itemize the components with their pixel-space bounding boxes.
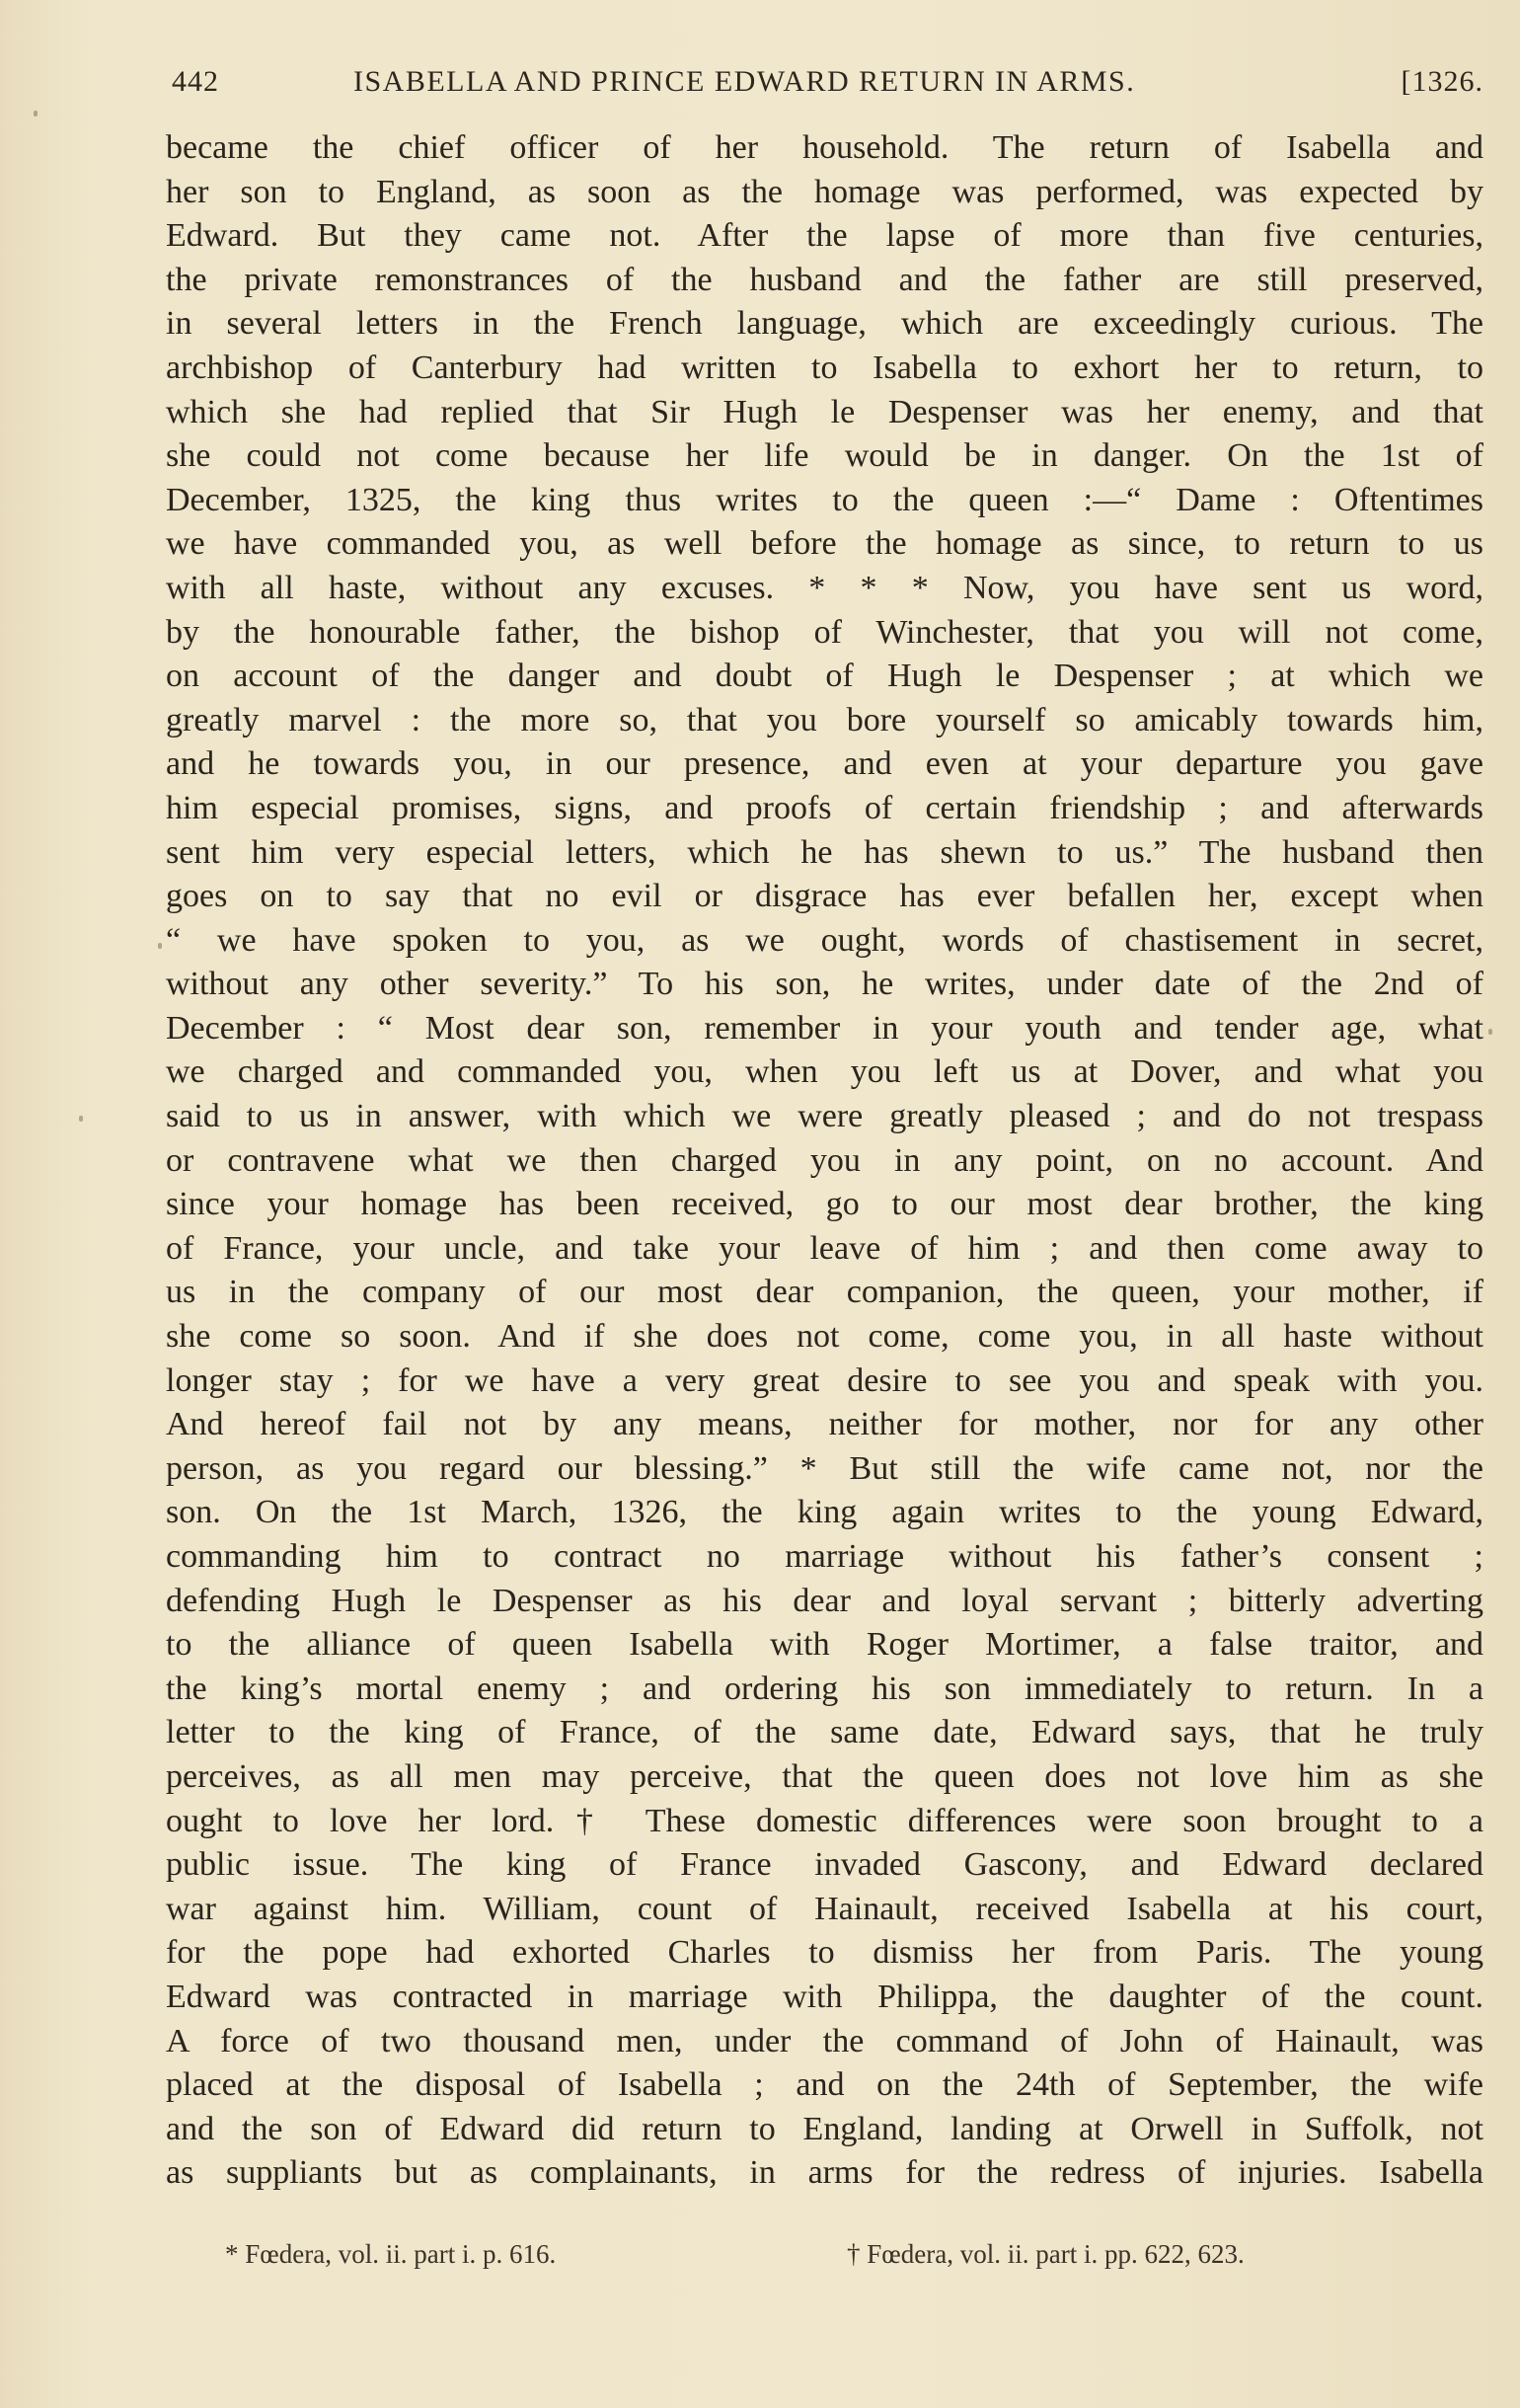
text-line: in several letters in the French language, which are exceedingly curious. The: [166, 305, 1483, 343]
page-number: 442: [172, 65, 219, 98]
text-line: greatly marvel : the more so, that you bore yourself so amicably towards him,: [166, 701, 1483, 738]
text-line: goes on to say that no evil or disgrace has ever befallen her, except when: [166, 878, 1483, 915]
text-line: the king’s mortal enemy ; and ordering his son immediately to return. In a: [166, 1670, 1483, 1707]
text-line: by the honourable father, the bishop of Winchester, that you will not come,: [166, 613, 1483, 651]
footnote-1: * Fœdera, vol. ii. part i. p. 616.: [225, 2239, 557, 2269]
body-text: [166, 126, 1483, 2196]
text-line: ought to love her lord.† These domestic differences were soon brought to a: [166, 1802, 1483, 1839]
text-line: Edward was contracted in marriage with Philippa, the daughter of the count.: [166, 1978, 1483, 2015]
text-line: December, 1325, the king thus writes to the queen :—“ Dame : Oftentimes: [166, 481, 1483, 518]
paper-speck: [1488, 1029, 1492, 1035]
text-line: she could not come because her life would be in danger. On the 1st of: [166, 437, 1483, 475]
text-line: we charged and commanded you, when you left us at Dover, and what you: [166, 1053, 1483, 1091]
text-line: as suppliants but as complainants, in arms for the redress of injuries. Isabella: [166, 2154, 1483, 2192]
text-line: A force of two thousand men, under the command of John of Hainault, was: [166, 2022, 1483, 2059]
text-line: to the alliance of queen Isabella with Roger Mortimer, a false traitor, and: [166, 1626, 1483, 1664]
text-line: since your homage has been received, go to our most dear brother, the king: [166, 1186, 1483, 1223]
text-line: “ we have spoken to you, as we ought, words of chastisement in secret,: [166, 921, 1483, 959]
text-line: him especial promises, signs, and proofs of certain friendship ; and afterwards: [166, 789, 1483, 826]
text-line: war against him. William, count of Hainault, received Isabella at his court,: [166, 1890, 1483, 1927]
text-line: the private remonstrances of the husband and the father are still preserved,: [166, 261, 1483, 298]
footnote-2: † Fœdera, vol. ii. part i. pp. 622, 623.: [847, 2239, 1245, 2269]
text-line: her son to England, as soon as the homage was performed, was expected by: [166, 173, 1483, 210]
text-line: without any other severity.” To his son, he writes, under date of the 2nd of: [166, 966, 1483, 1003]
text-line: she come so soon. And if she does not come, come you, in all haste without: [166, 1318, 1483, 1356]
text-line: commanding him to contract no marriage without his father’s consent ;: [166, 1538, 1483, 1575]
text-line: defending Hugh le Despenser as his dear and loyal servant ; bitterly adverting: [166, 1582, 1483, 1619]
page-header: [166, 65, 1483, 105]
text-line: letter to the king of France, of the same date, Edward says, that he truly: [166, 1714, 1483, 1751]
footnotes: [166, 2239, 1483, 2279]
text-line: said to us in answer, with which we were greatly pleased ; and do not trespass: [166, 1098, 1483, 1135]
text-line: son. On the 1st March, 1326, the king again writes to the young Edward,: [166, 1494, 1483, 1531]
running-head: ISABELLA AND PRINCE EDWARD RETURN IN ARMS.: [353, 65, 1136, 98]
text-line: public issue. The king of France invaded Gascony, and Edward declared: [166, 1846, 1483, 1884]
text-line: us in the company of our most dear companion, the queen, your mother, if: [166, 1274, 1483, 1311]
text-line: and he towards you, in our presence, and even at your departure you gave: [166, 745, 1483, 783]
paper-speck: [79, 1116, 83, 1122]
text-line: December : “ Most dear son, remember in your youth and tender age, what: [166, 1009, 1483, 1047]
text-line: And hereof fail not by any means, neither for mother, nor for any other: [166, 1406, 1483, 1443]
text-line: became the chief officer of her household. The return of Isabella and: [166, 129, 1483, 166]
text-line: for the pope had exhorted Charles to dismiss her from Paris. The young: [166, 1934, 1483, 1972]
text-line: Edward. But they came not. After the lapse of more than five centuries,: [166, 217, 1483, 255]
text-line: placed at the disposal of Isabella ; and on the 24th of September, the wife: [166, 2066, 1483, 2104]
header-year: [1326.: [1401, 65, 1483, 98]
paper-speck: [34, 111, 38, 117]
text-line: and the son of Edward did return to England, landing at Orwell in Suffolk, not: [166, 2110, 1483, 2147]
text-line: longer stay ; for we have a very great desire to see you and speak with you.: [166, 1361, 1483, 1399]
text-line: with all haste, without any excuses. * * * Now, you have sent us word,: [166, 569, 1483, 606]
text-line: on account of the danger and doubt of Hugh le Despenser ; at which we: [166, 658, 1483, 695]
text-line: or contravene what we then charged you in any point, on no account. And: [166, 1141, 1483, 1179]
paper-speck: [158, 943, 162, 949]
text-line: sent him very especial letters, which he has shewn to us.” The husband then: [166, 833, 1483, 871]
text-line: which she had replied that Sir Hugh le Despenser was her enemy, and that: [166, 393, 1483, 430]
text-line: perceives, as all men may perceive, that the queen does not love him as she: [166, 1757, 1483, 1795]
text-line: we have commanded you, as well before the homage as since, to return to us: [166, 525, 1483, 563]
text-line: person, as you regard our blessing.” * But still the wife came not, nor the: [166, 1449, 1483, 1487]
text-line: archbishop of Canterbury had written to Isabella to exhort her to return, to: [166, 349, 1483, 386]
text-line: of France, your uncle, and take your leave of him ; and then come away to: [166, 1229, 1483, 1267]
